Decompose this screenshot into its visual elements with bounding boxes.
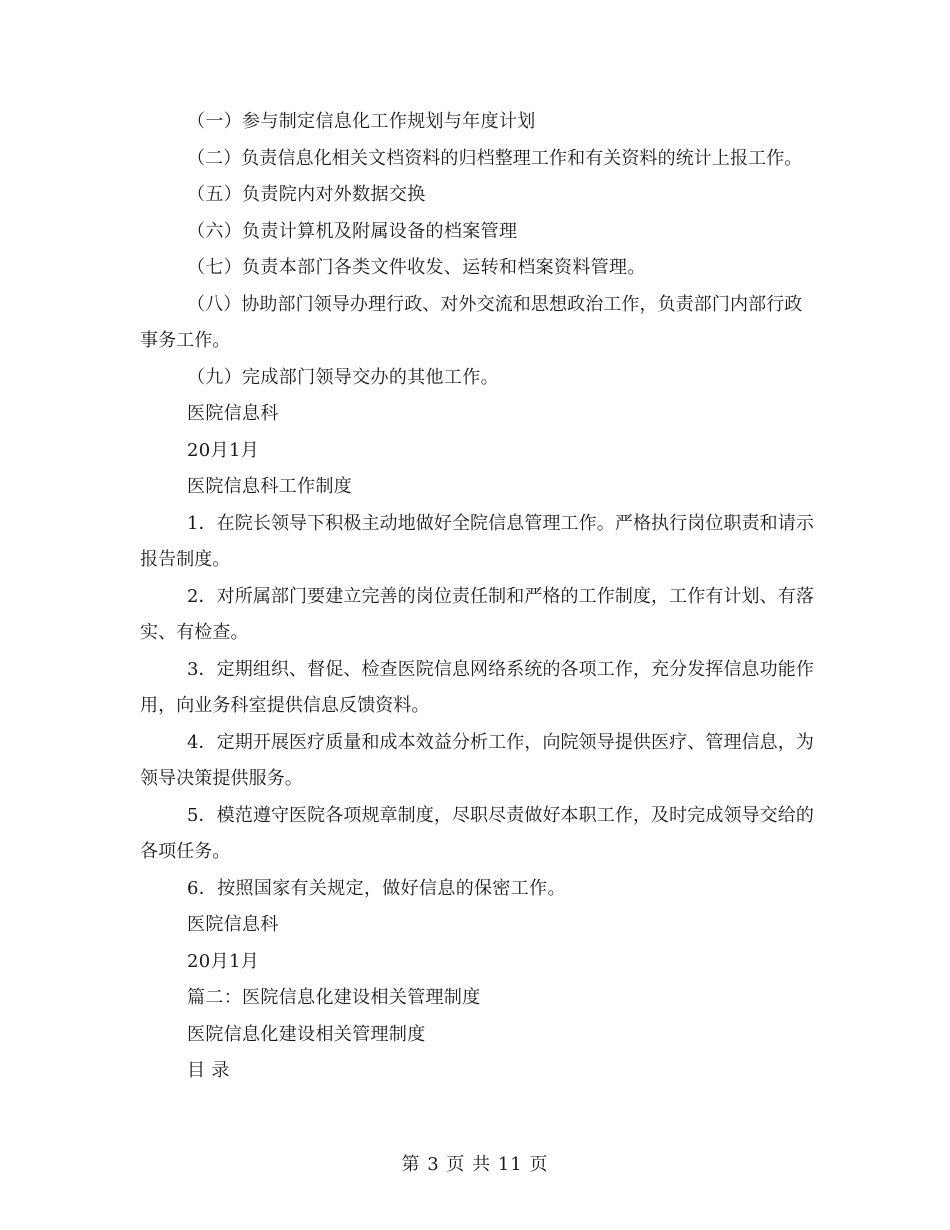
date-2: 20月1月 bbox=[187, 950, 260, 972]
department-signature-2: 医院信息科 bbox=[187, 914, 279, 935]
rule-2: 2．对所属部门要建立完善的岗位责任制和严格的工作制度，工作有计划、有落实、有检查。 bbox=[140, 585, 814, 643]
date-1: 20月1月 bbox=[187, 439, 260, 461]
paragraph-5: （七）负责本部门各类文件收发、运转和档案资料管理。 bbox=[187, 257, 646, 278]
paragraph-2: （二）负责信息化相关文档资料的归档整理工作和有关资料的统计上报工作。 bbox=[187, 147, 803, 169]
paragraph-1: （一）参与制定信息化工作规划与年度计划 bbox=[187, 111, 536, 132]
rule-1: 1．在院长领导下积极主动地做好全院信息管理工作。严格执行岗位职责和请示报告制度。 bbox=[140, 512, 814, 570]
chapter-heading: 篇二：医院信息化建设相关管理制度 bbox=[187, 987, 481, 1008]
paragraph-3: （五）负责院内对外数据交换 bbox=[187, 184, 426, 205]
rule-4: 4．定期开展医疗质量和成本效益分析工作，向院领导提供医疗、管理信息，为领导决策提供服务。 bbox=[140, 731, 814, 789]
document-body bbox=[140, 104, 815, 1090]
page-number-footer: 第 3 页 共 11 页 bbox=[401, 1154, 549, 1175]
paragraph-4: （六）负责计算机及附属设备的档案管理 bbox=[187, 220, 518, 242]
paragraph-6: （八）协助部门领导办理行政、对外交流和思想政治工作，负责部门内部行政事务工作。 bbox=[140, 293, 803, 351]
section-title-work-rules: 医院信息科工作制度 bbox=[187, 476, 353, 497]
chapter-title: 医院信息化建设相关管理制度 bbox=[187, 1023, 426, 1045]
department-signature-1: 医院信息科 bbox=[187, 403, 279, 424]
table-of-contents-heading: 目 录 bbox=[187, 1060, 230, 1081]
rule-3: 3．定期组织、督促、检查医院信息网络系统的各项工作，充分发挥信息功能作用，向业务科室提供信息反馈资料。 bbox=[140, 658, 814, 716]
paragraph-7: （九）完成部门领导交办的其他工作。 bbox=[187, 366, 499, 388]
rule-6: 6．按照国家有关规定，做好信息的保密工作。 bbox=[187, 877, 566, 899]
rule-5: 5．模范遵守医院各项规章制度，尽职尽责做好本职工作，及时完成领导交给的各项任务。 bbox=[140, 804, 814, 862]
